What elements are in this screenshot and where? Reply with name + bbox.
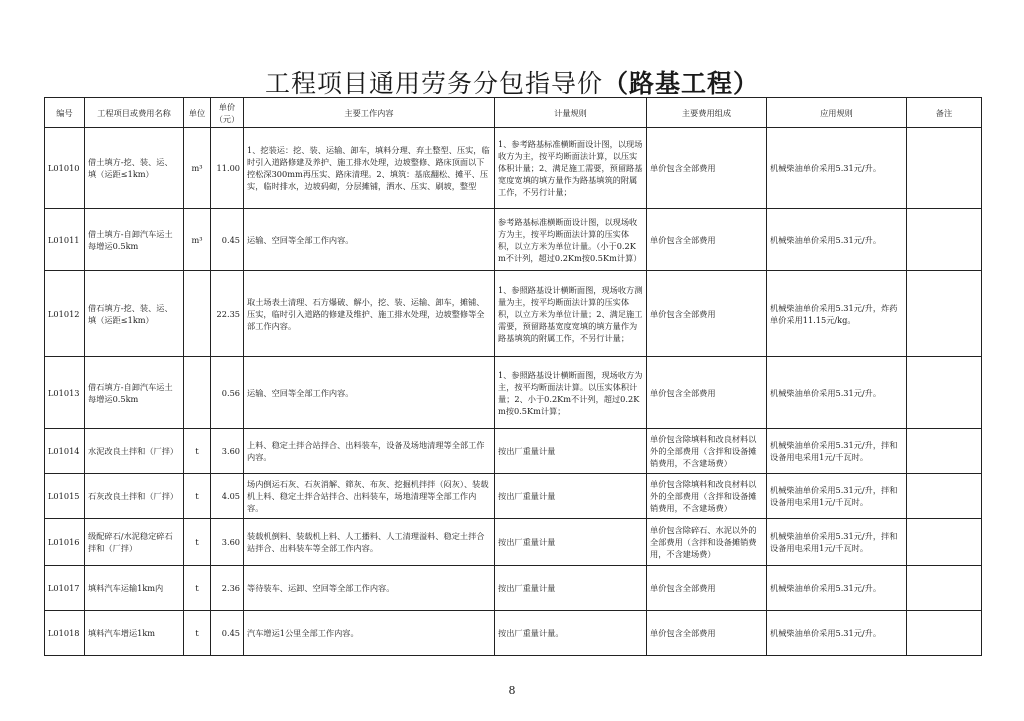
cell-name: 借土填方-自卸汽车运土 每增运0.5km bbox=[85, 209, 184, 271]
cell-price: 2.36 bbox=[211, 566, 244, 611]
cell-measure: 参考路基标准横断面设计图，以现场收方为主，按平均断面法计算的压实体积，以立方米为单位计量。（小于0.2Km不计列，超过0.2Km按0.5Km计算） bbox=[495, 209, 647, 271]
table-row bbox=[45, 429, 982, 474]
cell-measure: 按出厂重量计量 bbox=[495, 474, 647, 519]
cell-work: 场内倒运石灰、石灰消解、筛灰、布灰、挖掘机拌拌（闷灰）、装载机上料、稳定土拌合站拌合、出料装车，场地清理等全部工作内容。 bbox=[244, 474, 495, 519]
cell-code: L01018 bbox=[45, 611, 85, 656]
cell-unit: t bbox=[184, 566, 211, 611]
page-number: 8 bbox=[508, 684, 516, 697]
page-title bbox=[0, 64, 1024, 100]
cell-price: 0.45 bbox=[211, 209, 244, 271]
cell-code: L01016 bbox=[45, 519, 85, 566]
cell-note bbox=[907, 474, 982, 519]
cell-work: 运输、空回等全部工作内容。 bbox=[244, 209, 495, 271]
header-code: 编号 bbox=[45, 98, 85, 128]
cell-unit: t bbox=[184, 519, 211, 566]
cell-code: L01013 bbox=[45, 357, 85, 429]
cell-code: L01010 bbox=[45, 128, 85, 209]
table-row bbox=[45, 271, 982, 357]
cell-code: L01011 bbox=[45, 209, 85, 271]
cell-note bbox=[907, 429, 982, 474]
cell-unit: t bbox=[184, 474, 211, 519]
cell-name: 水泥改良土拌和（厂拌） bbox=[85, 429, 184, 474]
table-row bbox=[45, 474, 982, 519]
cell-work: 汽车增运1公里全部工作内容。 bbox=[244, 611, 495, 656]
cell-note bbox=[907, 611, 982, 656]
cell-cost: 单价包含除填料和改良材料以外的全部费用（含拌和设备摊销费用，不含建场费） bbox=[647, 474, 767, 519]
header-price: 单价（元） bbox=[211, 98, 244, 128]
cell-cost: 单价包含全部费用 bbox=[647, 357, 767, 429]
cell-price: 3.60 bbox=[211, 519, 244, 566]
header-note: 备注 bbox=[907, 98, 982, 128]
cell-note bbox=[907, 357, 982, 429]
cell-apply: 机械柴油单价采用5.31元/升，拌和设备用电采用1元/千瓦时。 bbox=[767, 519, 907, 566]
cell-price: 3.60 bbox=[211, 429, 244, 474]
cell-unit: m³ bbox=[184, 128, 211, 209]
table-row bbox=[45, 209, 982, 271]
header-unit: 单位 bbox=[184, 98, 211, 128]
table-row bbox=[45, 519, 982, 566]
cell-note bbox=[907, 566, 982, 611]
cell-cost: 单价包含除碎石、水泥以外的全部费用（含拌和设备摊销费用，不含建场费） bbox=[647, 519, 767, 566]
title-paren: （路基工程） bbox=[603, 69, 760, 98]
cell-code: L01017 bbox=[45, 566, 85, 611]
price-table bbox=[44, 97, 982, 656]
cell-code: L01014 bbox=[45, 429, 85, 474]
cell-work: 装载机倒料、装载机上料、人工播料、人工清理溢料、稳定土拌合站拌合、出料装车等全部工作内容。 bbox=[244, 519, 495, 566]
table-row bbox=[45, 128, 982, 209]
cell-unit bbox=[184, 357, 211, 429]
cell-price: 11.00 bbox=[211, 128, 244, 209]
cell-work: 等待装车、运卸、空回等全部工作内容。 bbox=[244, 566, 495, 611]
table-row bbox=[45, 611, 982, 656]
header-apply: 应用规则 bbox=[767, 98, 907, 128]
cell-name: 借石填方-挖、装、运、填（运距≤1km） bbox=[85, 271, 184, 357]
cell-work: 运输、空回等全部工作内容。 bbox=[244, 357, 495, 429]
cell-measure: 1、参照路基设计横断面图，现场收方测量为主，按平均断面法计算的压实体积，以立方米为单位计量；2、满足施工需要，预留路基宽度宽填的填方量作为路基填筑的附属工作，不另行计量； bbox=[495, 271, 647, 357]
cell-cost: 单价包含全部费用 bbox=[647, 128, 767, 209]
header-measure: 计量规则 bbox=[495, 98, 647, 128]
cell-note bbox=[907, 209, 982, 271]
cell-cost: 单价包含除填料和改良材料以外的全部费用（含拌和设备摊销费用，不含建场费） bbox=[647, 429, 767, 474]
cell-price: 22.35 bbox=[211, 271, 244, 357]
cell-cost: 单价包含全部费用 bbox=[647, 566, 767, 611]
cell-name: 填料汽车增运1km bbox=[85, 611, 184, 656]
cell-cost: 单价包含全部费用 bbox=[647, 611, 767, 656]
cell-cost: 单价包含全部费用 bbox=[647, 271, 767, 357]
cell-price: 0.45 bbox=[211, 611, 244, 656]
cell-work: 取土场表土清理、石方爆破、解小，挖、装、运输、卸车，摊铺、压实，临时引入道路的修建及维护、施工排水处理，边坡整修等全部工作内容。 bbox=[244, 271, 495, 357]
cell-note bbox=[907, 128, 982, 209]
cell-apply: 机械柴油单价采用5.31元/升。 bbox=[767, 128, 907, 209]
cell-name: 借土填方-挖、装、运、填（运距≤1km） bbox=[85, 128, 184, 209]
cell-measure: 按出厂重量计量。 bbox=[495, 611, 647, 656]
table-row bbox=[45, 566, 982, 611]
title-main: 工程项目通用劳务分包指导价 bbox=[264, 69, 603, 98]
header-name: 工程项目或费用名称 bbox=[85, 98, 184, 128]
header-work: 主要工作内容 bbox=[244, 98, 495, 128]
cell-name: 填料汽车运输1km内 bbox=[85, 566, 184, 611]
cell-unit bbox=[184, 271, 211, 357]
cell-note bbox=[907, 519, 982, 566]
cell-measure: 1、参照路基设计横断面图，现场收方为主，按平均断面法计算。以压实体积计量；2、小于0.2Km不计列，超过0.2Km按0.5Km计算； bbox=[495, 357, 647, 429]
cell-measure: 按出厂重量计量 bbox=[495, 566, 647, 611]
cell-code: L01015 bbox=[45, 474, 85, 519]
table-row bbox=[45, 357, 982, 429]
cell-code: L01012 bbox=[45, 271, 85, 357]
cell-apply: 机械柴油单价采用5.31元/升。 bbox=[767, 209, 907, 271]
cell-name: 借石填方-自卸汽车运土 每增运0.5km bbox=[85, 357, 184, 429]
cell-work: 上料、稳定土拌合站拌合、出料装车，设备及场地清理等全部工作内容。 bbox=[244, 429, 495, 474]
cell-price: 4.05 bbox=[211, 474, 244, 519]
cell-cost: 单价包含全部费用 bbox=[647, 209, 767, 271]
cell-name: 级配碎石/水泥稳定碎石拌和（厂拌） bbox=[85, 519, 184, 566]
cell-apply: 机械柴油单价采用5.31元/升。 bbox=[767, 566, 907, 611]
cell-unit: m³ bbox=[184, 209, 211, 271]
cell-apply: 机械柴油单价采用5.31元/升。 bbox=[767, 611, 907, 656]
cell-note bbox=[907, 271, 982, 357]
cell-apply: 机械柴油单价采用5.31元/升，拌和设备用电采用1元/千瓦时。 bbox=[767, 429, 907, 474]
cell-apply: 机械柴油单价采用5.31元/升，拌和设备用电采用1元/千瓦时。 bbox=[767, 474, 907, 519]
cell-work: 1、挖装运：挖、装、运输、卸车，填料分理、弃土整型、压实，临时引入道路修建及养护、施工排水处理，边坡整修、路床顶面以下控松深300mm再压实、路床清理。2、填筑：基底翻松、摊平、压实，临时排水，边坡码砌，分层摊铺，洒水、压实、刷坡，整型 bbox=[244, 128, 495, 209]
cell-measure: 1、参考路基标准横断面设计图，以现场收方为主，按平均断面法计算，以压实体积计量；2、满足施工需要，预留路基宽度宽填的填方量作为路基填筑的附属工作，不另行计量； bbox=[495, 128, 647, 209]
cell-unit: t bbox=[184, 429, 211, 474]
cell-apply: 机械柴油单价采用5.31元/升。 bbox=[767, 357, 907, 429]
cell-price: 0.56 bbox=[211, 357, 244, 429]
cell-measure: 按出厂重量计量 bbox=[495, 519, 647, 566]
cell-name: 石灰改良土拌和（厂拌） bbox=[85, 474, 184, 519]
cell-unit: t bbox=[184, 611, 211, 656]
header-row bbox=[45, 98, 982, 128]
header-cost: 主要费用组成 bbox=[647, 98, 767, 128]
cell-measure: 按出厂重量计量 bbox=[495, 429, 647, 474]
cell-apply: 机械柴油单价采用5.31元/升，炸药单价采用11.15元/kg。 bbox=[767, 271, 907, 357]
